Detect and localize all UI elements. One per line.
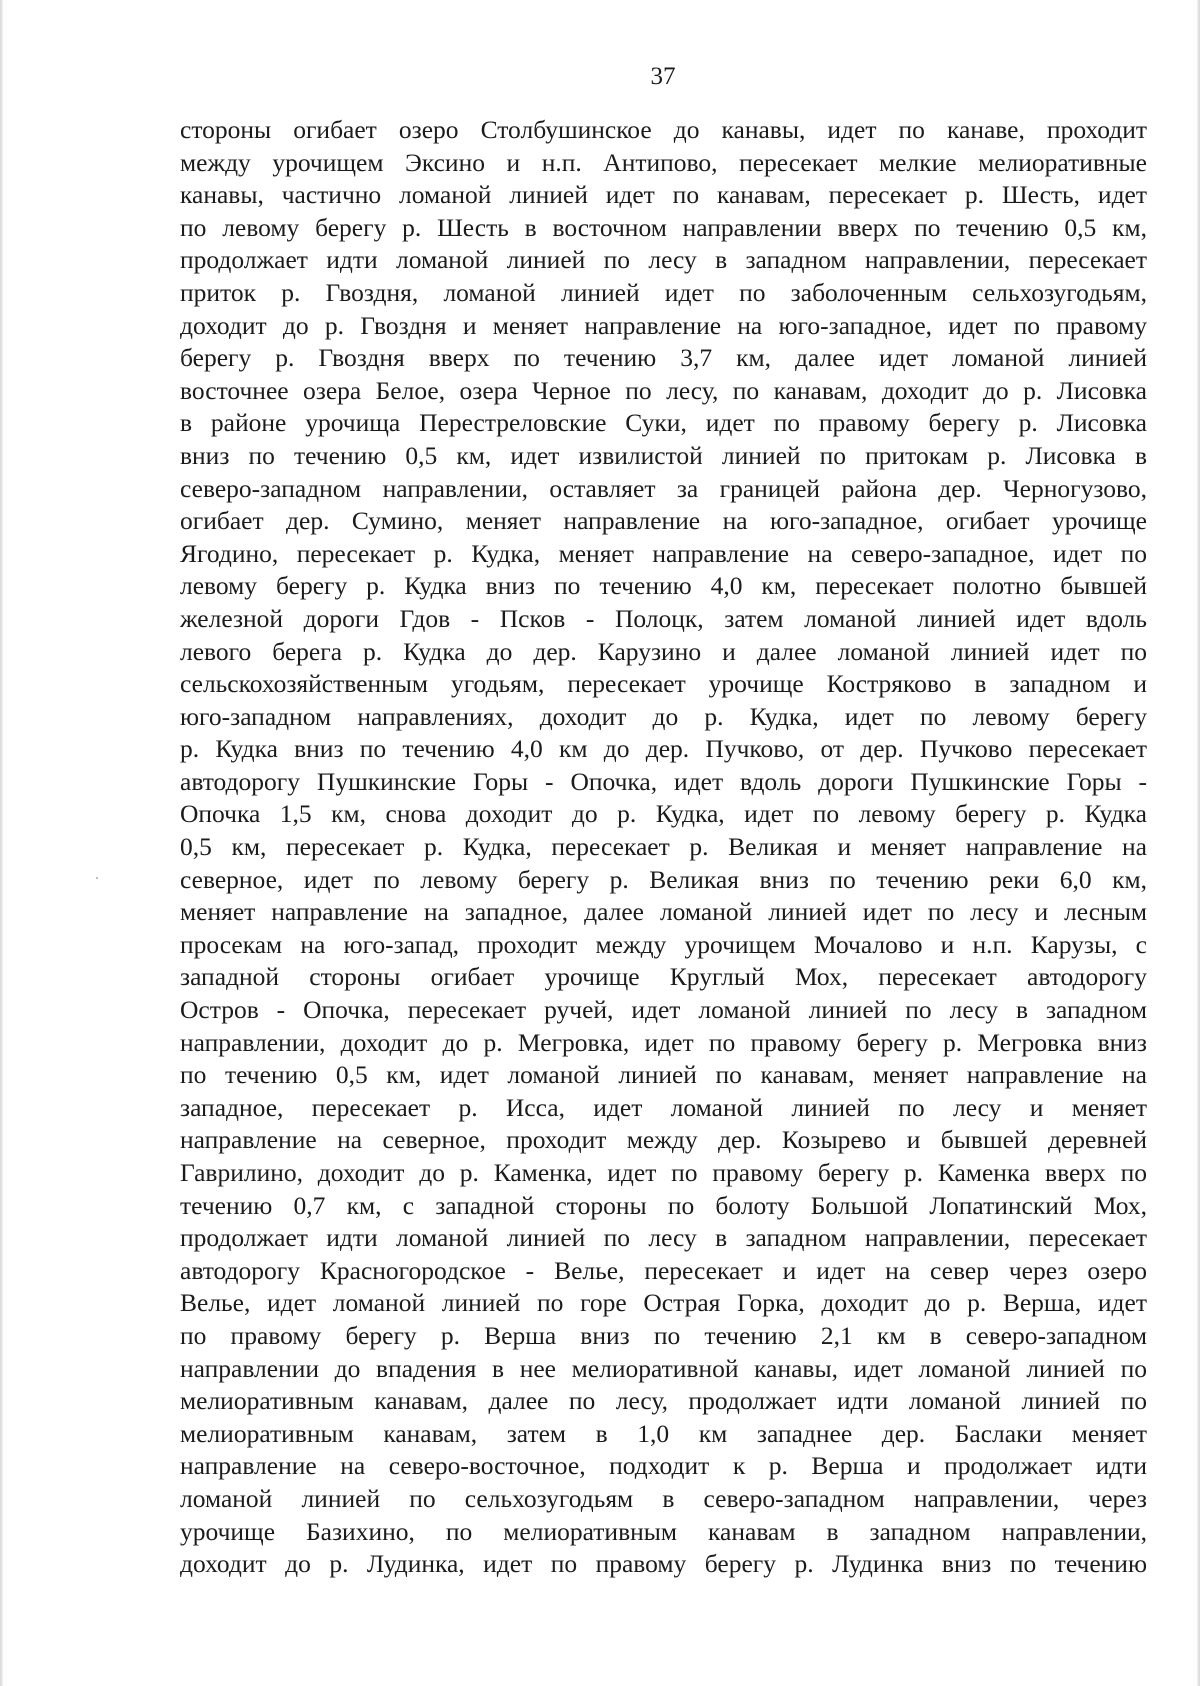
text-line: северное, идет по левому берегу р. Великая вниз по течению реки 6,0 км, <box>180 864 1147 894</box>
text-line: сельскохозяйственным угодьям, пересекает урочище Костряково в западном и <box>180 669 1147 699</box>
text-line: 0,5 км, пересекает р. Кудка, пересекает р. Великая и меняет направление на <box>180 832 1147 862</box>
text-line: левому берегу р. Кудка вниз по течению 4,0 км, пересекает полотно бывшей <box>180 571 1147 601</box>
text-line: автодорогу Красногородское - Велье, пересекает и идет на север через озеро <box>180 1255 1147 1285</box>
text-line: между урочищем Эксино и н.п. Антипово, пересекает мелкие мелиоративные <box>180 147 1147 177</box>
text-line: продолжает идти ломаной линией по лесу в западном направлении, пересекает <box>180 1223 1147 1253</box>
text-line: автодорогу Пушкинские Горы - Опочка, идет вдоль дороги Пушкинские Горы - <box>180 766 1147 796</box>
text-line: направление на северо-восточное, подходит к р. Верша и продолжает идти <box>180 1451 1147 1481</box>
text-line: Остров - Опочка, пересекает ручей, идет ломаной линией по лесу в западном <box>180 995 1147 1025</box>
body-text <box>180 114 1147 1581</box>
text-line: левого берега р. Кудка до дер. Карузино и далее ломаной линией идет по <box>180 636 1147 666</box>
text-line: в районе урочища Перестреловские Суки, идет по правому берегу р. Лисовка <box>180 408 1147 438</box>
text-line: р. Кудка вниз по течению 4,0 км до дер. Пучково, от дер. Пучково пересекает <box>180 734 1147 764</box>
text-line: западной стороны огибает урочище Круглый Мох, пересекает автодорогу <box>180 962 1147 992</box>
text-line: западное, пересекает р. Исса, идет ломаной линией по лесу и меняет <box>180 1092 1147 1122</box>
text-line: юго-западном направлениях, доходит до р. Кудка, идет по левому берегу <box>180 701 1147 731</box>
text-line: Гаврилино, доходит до р. Каменка, идет по правому берегу р. Каменка вверх по <box>180 1158 1147 1187</box>
text-line: меняет направление на западное, далее ломаной линией идет по лесу и лесным <box>180 897 1147 927</box>
text-line: стороны огибает озеро Столбушинское до канавы, идет по канаве, проходит <box>180 115 1147 144</box>
text-line: доходит до р. Лудинка, идет по правому берегу р. Лудинка вниз по течению <box>180 1549 1147 1579</box>
text-line: Велье, идет ломаной линией по горе Острая Горка, доходит до р. Верша, идет <box>180 1288 1147 1318</box>
text-line: ломаной линией по сельхозугодьям в северо-западном направлении, через <box>180 1483 1147 1513</box>
scan-speck <box>96 877 98 879</box>
text-line: северо-западном направлении, оставляет за границей района дер. Черногузово, <box>180 473 1147 503</box>
text-line: направлении, доходит до р. Мегровка, идет по правому берегу р. Мегровка вниз <box>180 1027 1147 1057</box>
page-number: 37 <box>650 63 676 90</box>
text-line: железной дороги Гдов - Псков - Полоцк, затем ломаной линией идет вдоль <box>180 603 1147 633</box>
text-line: направлении до впадения в нее мелиоративной канавы, идет ломаной линией по <box>180 1353 1147 1383</box>
text-line: восточнее озера Белое, озера Черное по лесу, по канавам, доходит до р. Лисовка <box>180 375 1147 405</box>
text-line: приток р. Гвоздня, ломаной линией идет по заболоченным сельхозугодьям, <box>180 277 1147 307</box>
text-line: направление на северное, проходит между дер. Козырево и бывшей деревней <box>180 1125 1147 1155</box>
text-line: мелиоративным канавам, далее по лесу, продолжает идти ломаной линией по <box>180 1386 1147 1416</box>
scan-edge-left <box>0 0 3 1686</box>
text-line: огибает дер. Сумино, меняет направление на юго-западное, огибает урочище <box>180 506 1147 536</box>
text-line: урочище Базихино, по мелиоративным канавам в западном направлении, <box>180 1516 1147 1546</box>
text-line: вниз по течению 0,5 км, идет извилистой линией по притокам р. Лисовка в <box>180 440 1147 470</box>
text-line: по левому берегу р. Шесть в восточном направлении вверх по течению 0,5 км, <box>180 212 1147 242</box>
text-line: просекам на юго-запад, проходит между урочищем Мочалово и н.п. Карузы, с <box>180 929 1147 959</box>
text-line: Ягодино, пересекает р. Кудка, меняет направление на северо-западное, идет по <box>180 538 1147 568</box>
text-line: по правому берегу р. Верша вниз по течению 2,1 км в северо-западном <box>180 1320 1147 1350</box>
text-line: Опочка 1,5 км, снова доходит до р. Кудка, идет по левому берегу р. Кудка <box>180 799 1147 829</box>
text-line: по течению 0,5 км, идет ломаной линией по канавам, меняет направление на <box>180 1060 1147 1090</box>
text-line: продолжает идти ломаной линией по лесу в западном направлении, пересекает <box>180 245 1147 275</box>
text-line: течению 0,7 км, с западной стороны по болоту Большой Лопатинский Мох, <box>180 1190 1147 1220</box>
text-line: канавы, частично ломаной линией идет по канавам, пересекает р. Шесть, идет <box>180 180 1147 210</box>
text-line: доходит до р. Гвоздня и меняет направление на юго-западное, идет по правому <box>180 310 1147 340</box>
text-line: берегу р. Гвоздня вверх по течению 3,7 км, далее идет ломаной линией <box>180 343 1147 373</box>
text-line: мелиоративным канавам, затем в 1,0 км западнее дер. Баслаки меняет <box>180 1418 1147 1448</box>
